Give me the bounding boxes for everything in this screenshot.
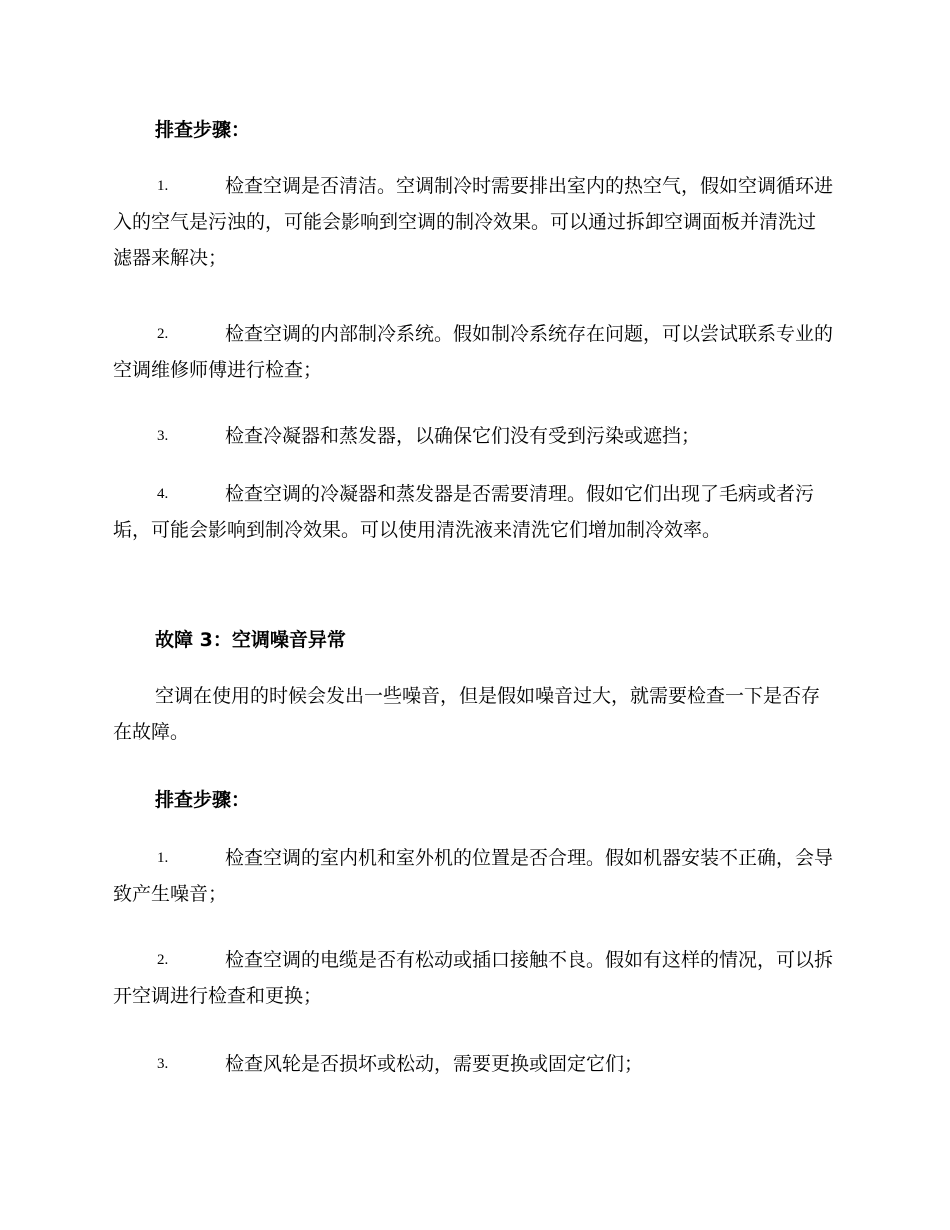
list-item (113, 942, 833, 1014)
section-heading: 排查步骤： (155, 789, 251, 811)
section-heading: 排查步骤： (155, 119, 251, 141)
list-text: 检查空调的室内机和室外机的位置是否合理。假如机器安装不正确，会导致产生噪音； (113, 847, 834, 905)
list-number: 3. (157, 1056, 169, 1072)
list-number: 1. (157, 850, 169, 866)
fault-title: 故障 3：空调噪音异常 (155, 629, 346, 651)
list-text: 检查风轮是否损坏或松动，需要更换或固定它们； (225, 1053, 644, 1075)
list-text: 检查空调的电缆是否有松动或插口接触不良。假如有这样的情况，可以拆开空调进行检查和更换； (113, 949, 834, 1007)
list-text: 检查空调的内部制冷系统。假如制冷系统存在问题，可以尝试联系专业的空调维修师傅进行检查； (113, 323, 834, 381)
list-number: 3. (157, 428, 169, 444)
list-item (113, 1046, 833, 1082)
list-item (113, 316, 833, 388)
list-number: 2. (157, 326, 169, 342)
list-text: 检查空调是否清洁。空调制冷时需要排出室内的热空气，假如空调循环进入的空气是污浊的，可能会影响到空调的制冷效果。可以通过拆卸空调面板并清洗过滤器来解决； (113, 175, 834, 269)
list-number: 4. (157, 486, 169, 502)
list-text: 检查冷凝器和蒸发器，以确保它们没有受到污染或遮挡； (225, 425, 701, 447)
intro-paragraph: 空调在使用的时候会发出一些噪音，但是假如噪音过大，就需要检查一下是否存在故障。 (113, 685, 821, 743)
list-text: 检查空调的冷凝器和蒸发器是否需要清理。假如它们出现了毛病或者污垢，可能会影响到制冷效果。可以使用清洗液来清洗它们增加制冷效率。 (113, 483, 815, 541)
list-item (113, 418, 833, 454)
list-item (113, 168, 833, 276)
list-item (113, 476, 833, 548)
list-item (113, 840, 833, 912)
list-number: 2. (157, 952, 169, 968)
list-number: 1. (157, 178, 169, 194)
